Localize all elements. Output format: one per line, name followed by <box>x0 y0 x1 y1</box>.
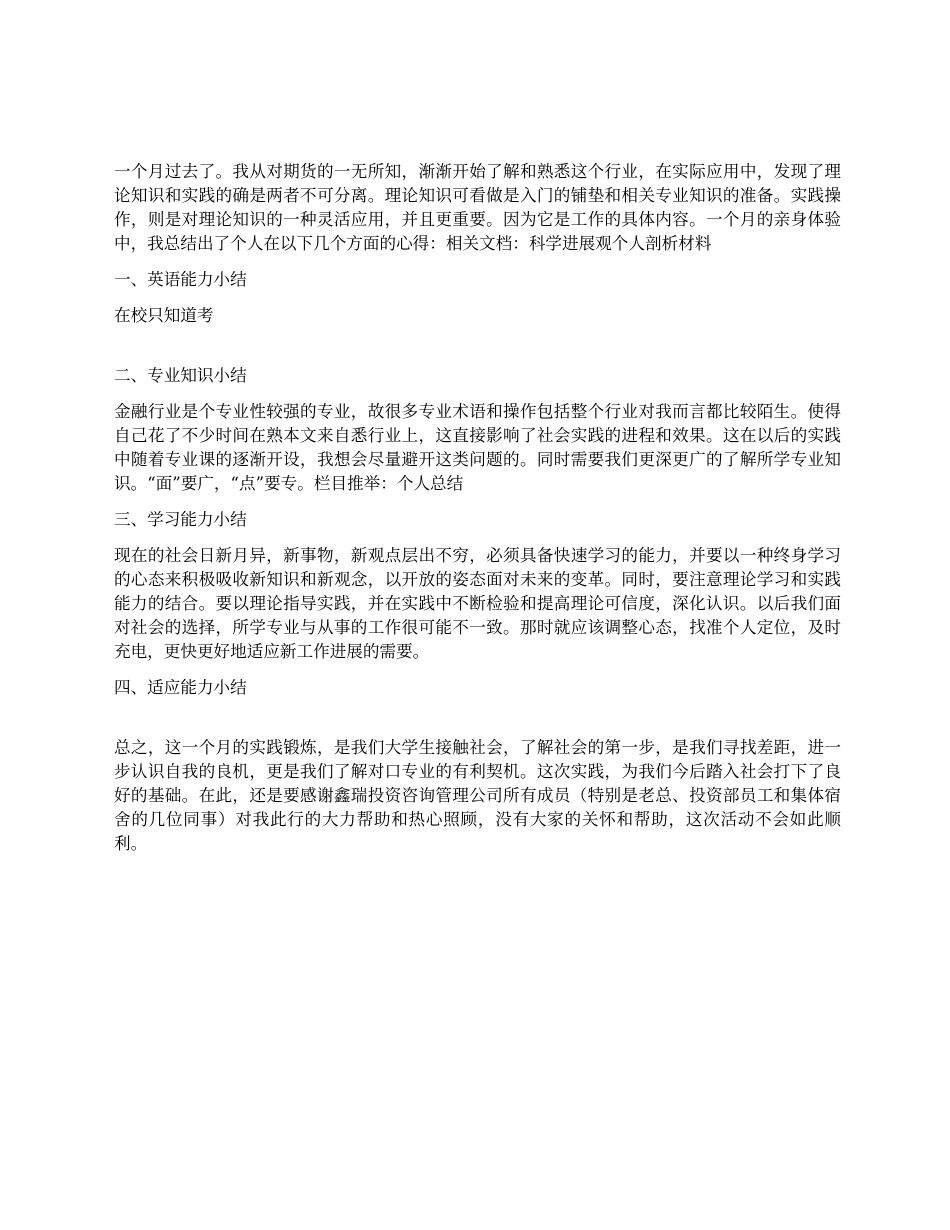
english-ability-paragraph: 在校只知道考 <box>114 306 214 325</box>
conclusion-paragraph: 总之，这一个月的实践锻炼，是我们大学生接触社会，了解社会的第一步，是我们寻找差距，进一步认识自我的良机，更是我们了解对口专业的有利契机。这次实践，为我们今后踏入社会打下了良好的基础。在此，还是要感谢鑫瑞投资咨询管理公司所有成员（特别是老总、投资部员工和集体宿舍的几位同事）对我此行的大力帮助和热心照顾，没有大家的关怀和帮助，这次活动不会如此顺利。 <box>114 738 841 853</box>
spacer <box>114 712 841 736</box>
heading-professional-knowledge: 二、专业知识小结 <box>114 366 247 385</box>
spacer <box>114 340 841 364</box>
intro-paragraph: 一个月过去了。我从对期货的一无所知，渐渐开始了解和熟悉这个行业，在实际应用中，发现了理论知识和实践的确是两者不可分离。理论知识可看做是入门的铺垫和相关专业知识的准备。实践操作，则是对理论知识的一种灵活应用，并且更重要。因为它是工作的具体内容。一个月的亲身体验中，我总结出了个人在以下几个方面的心得：相关文档：科学进展观个人剖析材料 <box>114 162 841 253</box>
heading-learning-ability: 三、学习能力小结 <box>114 510 247 529</box>
professional-knowledge-paragraph: 金融行业是个专业性较强的专业，故很多专业术语和操作包括整个行业对我而言都比较陌生。使得自己花了不少时间在熟本文来自悉行业上，这直接影响了社会实践的进程和效果。这在以后的实践中随着专业课的逐渐开设，我想会尽量避开这类问题的。同时需要我们更深更广的了解所学专业知识。“面”要广，“点”要专。栏目推举：个人总结 <box>114 402 841 493</box>
learning-ability-paragraph: 现在的社会日新月异，新事物，新观点层出不穷，必须具备快速学习的能力，并要以一种终身学习的心态来积极吸收新知识和新观念，以开放的姿态面对未来的变革。同时，要注意理论学习和实践能力的结合。要以理论指导实践，并在实践中不断检验和提高理论可信度，深化认识。以后我们面对社会的选择，所学专业与从事的工作很可能不一致。那时就应该调整心态，找准个人定位，及时充电，更快更好地适应新工作进展的需要。 <box>114 546 841 661</box>
heading-adaptation-ability: 四、适应能力小结 <box>114 678 247 697</box>
document-page <box>114 160 841 868</box>
heading-english-ability: 一、英语能力小结 <box>114 270 247 289</box>
